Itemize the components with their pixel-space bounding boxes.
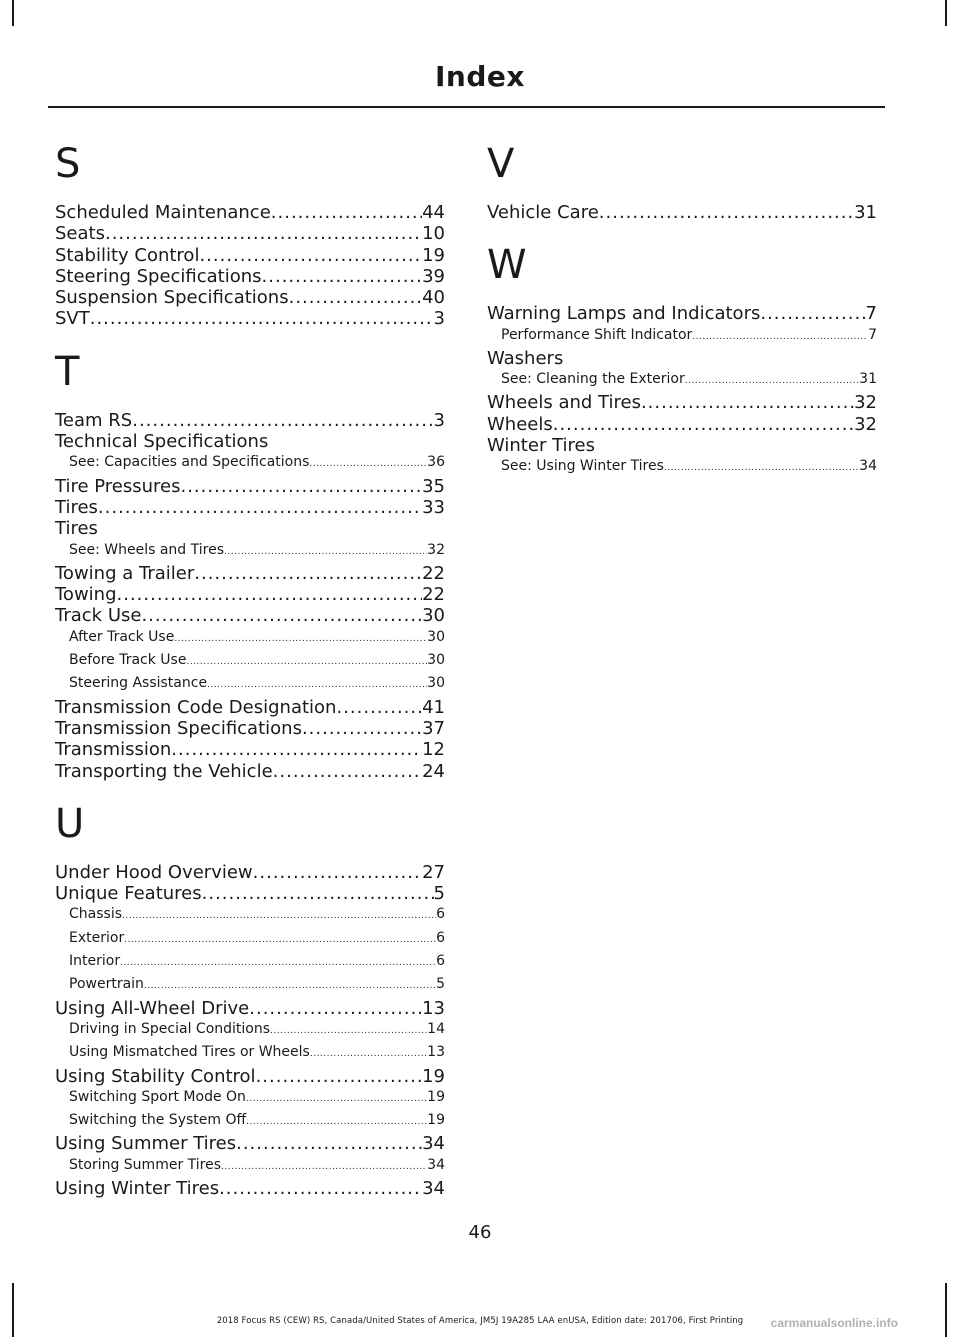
entry-page-number: 19 bbox=[422, 1065, 445, 1087]
entry-label: Transporting the Vehicle bbox=[55, 760, 273, 782]
index-entry[interactable] bbox=[55, 761, 445, 782]
dot-leader bbox=[664, 458, 859, 479]
entry-label: Transmission bbox=[55, 739, 172, 761]
index-entry[interactable] bbox=[55, 563, 445, 584]
entry-label: Scheduled Maintenance bbox=[55, 202, 271, 223]
dot-leader bbox=[236, 1133, 422, 1154]
dot-leader bbox=[249, 998, 422, 1019]
dot-leader bbox=[302, 718, 422, 739]
page-title: Index bbox=[435, 60, 525, 93]
dot-leader bbox=[174, 629, 427, 650]
entry-page-number: 6 bbox=[436, 906, 445, 923]
index-subentry[interactable] bbox=[55, 1019, 445, 1042]
entry-label: Transmission Code Designation bbox=[55, 696, 337, 718]
entry-label: Using All-Wheel Drive bbox=[55, 997, 250, 1019]
entry-label: Tire Pressures bbox=[55, 475, 181, 497]
index-subentry[interactable] bbox=[487, 325, 877, 348]
entry-label: Using Mismatched Tires or Wheels bbox=[69, 1044, 310, 1061]
index-subentry[interactable] bbox=[55, 540, 445, 563]
entry-page-number: 34 bbox=[427, 1156, 445, 1173]
index-subentry[interactable] bbox=[55, 904, 445, 927]
entry-page-number: 22 bbox=[422, 584, 445, 606]
index-subentry[interactable] bbox=[487, 456, 877, 479]
crop-mark-bottom-right bbox=[945, 1283, 947, 1337]
dot-leader bbox=[98, 497, 422, 518]
entry-label: Storing Summer Tires bbox=[69, 1156, 222, 1173]
dot-leader bbox=[270, 1021, 427, 1042]
entry-label: Chassis bbox=[69, 906, 122, 923]
dot-leader bbox=[132, 410, 433, 431]
section-letter: T bbox=[55, 348, 80, 395]
dot-leader bbox=[271, 202, 422, 223]
dot-leader bbox=[186, 652, 427, 673]
dot-leader bbox=[336, 697, 422, 718]
dot-leader bbox=[144, 976, 436, 997]
dot-leader bbox=[253, 862, 422, 883]
entry-page-number: 30 bbox=[427, 652, 445, 669]
entry-label: Wheels bbox=[487, 413, 553, 435]
entry-page-number: 31 bbox=[854, 202, 877, 223]
index-heading bbox=[55, 518, 445, 539]
index-entry[interactable] bbox=[55, 223, 445, 244]
dot-leader bbox=[692, 327, 868, 348]
index-entry[interactable] bbox=[55, 1066, 445, 1087]
dot-leader bbox=[685, 371, 859, 392]
entry-label: See: Cleaning the Exterior bbox=[501, 371, 685, 388]
crop-mark-top-left bbox=[12, 0, 14, 26]
dot-leader bbox=[122, 906, 436, 927]
entry-label: Warning Lamps and Indicators bbox=[487, 303, 761, 325]
index-heading bbox=[487, 348, 877, 369]
index-entry[interactable] bbox=[55, 718, 445, 739]
entry-page-number: 7 bbox=[868, 326, 877, 343]
index-column-left bbox=[55, 132, 445, 1199]
dot-leader bbox=[760, 303, 865, 324]
entry-label: Washers bbox=[487, 347, 564, 369]
entry-page-number: 13 bbox=[427, 1044, 445, 1061]
dot-leader bbox=[246, 1089, 427, 1110]
entry-label: Interior bbox=[69, 953, 121, 970]
entry-page-number: 40 bbox=[422, 287, 445, 309]
index-entry[interactable] bbox=[55, 410, 445, 431]
index-entry[interactable] bbox=[55, 308, 445, 329]
dot-leader bbox=[90, 308, 434, 329]
dot-leader bbox=[202, 883, 434, 904]
index-entry[interactable] bbox=[487, 202, 877, 223]
entry-page-number: 6 bbox=[436, 929, 445, 946]
entry-page-number: 37 bbox=[422, 717, 445, 739]
dot-leader bbox=[221, 1157, 427, 1178]
entry-page-number: 19 bbox=[422, 244, 445, 266]
dot-leader bbox=[171, 739, 422, 760]
index-subentry[interactable] bbox=[55, 627, 445, 650]
entry-label: Towing bbox=[55, 584, 117, 606]
entry-label: Tires bbox=[55, 496, 98, 518]
dot-leader bbox=[262, 266, 423, 287]
index-entry[interactable] bbox=[55, 883, 445, 904]
index-entry[interactable] bbox=[487, 303, 877, 324]
dot-leader bbox=[141, 605, 422, 626]
index-entry[interactable] bbox=[55, 739, 445, 760]
entry-page-number: 34 bbox=[859, 458, 877, 475]
entry-label: Tires bbox=[55, 518, 98, 540]
index-entry[interactable] bbox=[55, 287, 445, 308]
dot-leader bbox=[180, 476, 422, 497]
dot-leader bbox=[599, 202, 854, 223]
entry-label: Technical Specifications bbox=[55, 431, 269, 453]
entry-page-number: 30 bbox=[422, 605, 445, 627]
dot-leader bbox=[310, 1044, 427, 1065]
dot-leader bbox=[641, 392, 854, 413]
index-entry[interactable] bbox=[55, 584, 445, 605]
entry-page-number: 32 bbox=[854, 413, 877, 435]
entry-page-number: 39 bbox=[422, 265, 445, 287]
entry-label: Driving in Special Conditions bbox=[69, 1020, 271, 1037]
section-letter: S bbox=[55, 141, 81, 187]
watermark: carmanualsonline.info bbox=[770, 1316, 898, 1330]
index-subentry[interactable] bbox=[55, 1087, 445, 1110]
entry-label: Stability Control bbox=[55, 244, 200, 266]
dot-leader bbox=[224, 542, 427, 563]
entry-label: Winter Tires bbox=[487, 435, 595, 457]
entry-page-number: 3 bbox=[433, 308, 445, 330]
entry-page-number: 44 bbox=[422, 202, 445, 223]
index-entry[interactable] bbox=[55, 476, 445, 497]
index-entry[interactable] bbox=[55, 862, 445, 883]
index-entry[interactable] bbox=[55, 202, 445, 223]
index-entry[interactable] bbox=[55, 497, 445, 518]
entry-label: Track Use bbox=[55, 605, 142, 627]
index-heading bbox=[55, 431, 445, 452]
entry-label: See: Wheels and Tires bbox=[69, 541, 225, 558]
dot-leader bbox=[194, 563, 422, 584]
dot-leader bbox=[289, 287, 423, 308]
entry-page-number: 13 bbox=[422, 997, 445, 1019]
index-entry[interactable] bbox=[55, 245, 445, 266]
dot-leader bbox=[256, 1066, 423, 1087]
entry-label: Towing a Trailer bbox=[55, 562, 195, 584]
entry-label: Using Winter Tires bbox=[55, 1177, 220, 1199]
index-subentry[interactable] bbox=[55, 1155, 445, 1178]
index-subentry[interactable] bbox=[55, 1110, 445, 1133]
entry-page-number: 31 bbox=[859, 371, 877, 388]
entry-page-number: 7 bbox=[865, 303, 877, 325]
dot-leader bbox=[199, 245, 422, 266]
index-entry[interactable] bbox=[487, 392, 877, 413]
entry-label: See: Capacities and Specifications bbox=[69, 454, 310, 471]
entry-label: Unique Features bbox=[55, 883, 202, 905]
entry-page-number: 32 bbox=[427, 541, 445, 558]
entry-page-number: 27 bbox=[422, 861, 445, 883]
entry-page-number: 36 bbox=[427, 454, 445, 471]
entry-label: Under Hood Overview bbox=[55, 861, 253, 883]
index-subentry[interactable] bbox=[55, 951, 445, 974]
entry-label: Transmission Specifications bbox=[55, 717, 302, 739]
entry-page-number: 5 bbox=[433, 883, 445, 905]
entry-label: Switching the System Off bbox=[69, 1112, 247, 1129]
entry-page-number: 32 bbox=[854, 392, 877, 414]
index-entry[interactable] bbox=[55, 998, 445, 1019]
entry-page-number: 34 bbox=[422, 1177, 445, 1199]
entry-label: Before Track Use bbox=[69, 652, 187, 669]
entry-page-number: 14 bbox=[427, 1020, 445, 1037]
entry-page-number: 6 bbox=[436, 953, 445, 970]
entry-label: Steering Specifications bbox=[55, 265, 262, 287]
dot-leader bbox=[273, 761, 422, 782]
index-entry[interactable] bbox=[55, 1133, 445, 1154]
index-entry[interactable] bbox=[487, 414, 877, 435]
entry-label: Vehicle Care bbox=[487, 202, 599, 223]
dot-leader bbox=[246, 1112, 427, 1133]
entry-page-number: 3 bbox=[433, 409, 445, 431]
section-letter: V bbox=[487, 141, 515, 187]
entry-page-number: 12 bbox=[422, 739, 445, 761]
index-entry[interactable] bbox=[55, 266, 445, 287]
section-letter: W bbox=[487, 242, 527, 289]
entry-page-number: 41 bbox=[422, 696, 445, 718]
entry-page-number: 19 bbox=[427, 1088, 445, 1105]
index-entry[interactable] bbox=[55, 1178, 445, 1199]
dot-leader bbox=[219, 1178, 422, 1199]
entry-label: Wheels and Tires bbox=[487, 392, 641, 414]
entry-label: Steering Assistance bbox=[69, 675, 208, 692]
dot-leader bbox=[207, 675, 427, 696]
footer-edition-info: 2018 Focus RS (CEW) RS, Canada/United States of America, JM5J 19A285 LAA enUSA, Edition date: 201706, First Printing bbox=[216, 1316, 744, 1326]
entry-page-number: 35 bbox=[422, 475, 445, 497]
page-number: 46 bbox=[468, 1222, 492, 1243]
entry-label: Switching Sport Mode On bbox=[69, 1088, 246, 1105]
section-letter: U bbox=[55, 800, 85, 847]
entry-page-number: 30 bbox=[427, 675, 445, 692]
entry-label: Performance Shift Indicator bbox=[501, 326, 693, 343]
entry-label: Using Stability Control bbox=[55, 1065, 256, 1087]
crop-mark-top-right bbox=[945, 0, 947, 26]
entry-label: See: Using Winter Tires bbox=[501, 458, 664, 475]
index-entry[interactable] bbox=[55, 605, 445, 626]
entry-page-number: 30 bbox=[427, 628, 445, 645]
dot-leader bbox=[124, 930, 436, 951]
index-heading bbox=[487, 435, 877, 456]
index-subentry[interactable] bbox=[487, 369, 877, 392]
index-column-right bbox=[487, 132, 877, 480]
entry-label: Exterior bbox=[69, 929, 125, 946]
entry-label: SVT bbox=[55, 308, 90, 330]
crop-mark-bottom-left bbox=[12, 1283, 14, 1337]
index-subentry[interactable] bbox=[55, 650, 445, 673]
entry-label: Seats bbox=[55, 223, 105, 245]
index-subentry[interactable] bbox=[55, 673, 445, 696]
dot-leader bbox=[553, 414, 854, 435]
entry-label: Using Summer Tires bbox=[55, 1133, 237, 1155]
dot-leader bbox=[117, 584, 423, 605]
dot-leader bbox=[309, 454, 427, 475]
index-entry[interactable] bbox=[55, 697, 445, 718]
entry-label: Powertrain bbox=[69, 976, 144, 993]
entry-page-number: 24 bbox=[422, 760, 445, 782]
entry-label: After Track Use bbox=[69, 628, 175, 645]
entry-page-number: 22 bbox=[422, 562, 445, 584]
header-divider bbox=[48, 106, 885, 108]
entry-page-number: 5 bbox=[436, 976, 445, 993]
entry-page-number: 10 bbox=[422, 223, 445, 245]
dot-leader bbox=[105, 223, 422, 244]
entry-label: Team RS bbox=[55, 409, 133, 431]
index-subentry[interactable] bbox=[55, 1042, 445, 1065]
entry-label: Suspension Specifications bbox=[55, 287, 289, 309]
index-subentry[interactable] bbox=[55, 974, 445, 997]
dot-leader bbox=[120, 953, 436, 974]
entry-page-number: 34 bbox=[422, 1133, 445, 1155]
entry-page-number: 33 bbox=[422, 496, 445, 518]
entry-page-number: 19 bbox=[427, 1112, 445, 1129]
index-subentry[interactable] bbox=[55, 928, 445, 951]
index-subentry[interactable] bbox=[55, 452, 445, 475]
